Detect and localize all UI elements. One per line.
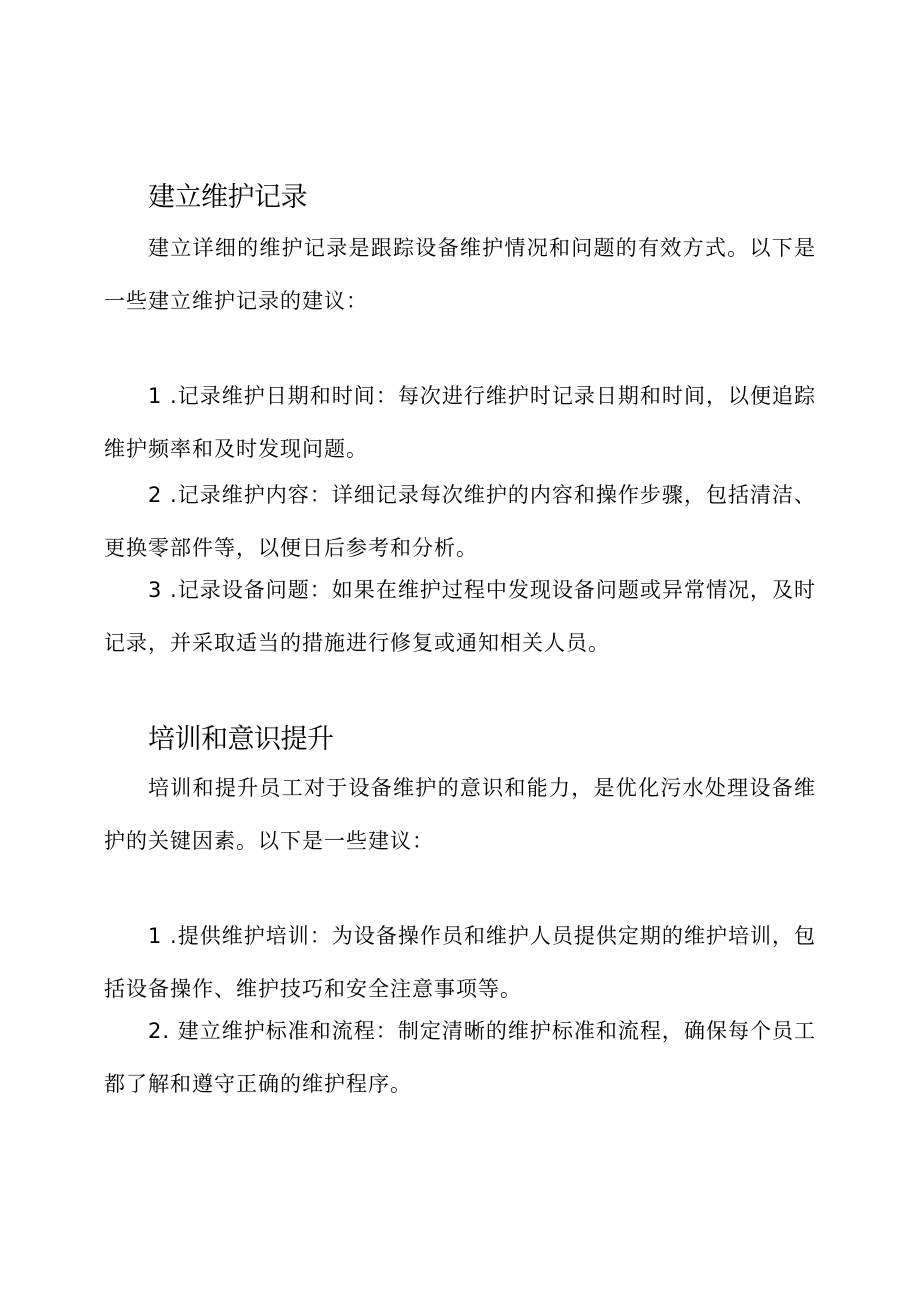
section-intro-maintenance-records: 建立详细的维护记录是跟踪设备维护情况和问题的有效方式。以下是一些建立维护记录的建议： (104, 236, 816, 313)
section-heading-training: 培训和意识提升 (148, 724, 334, 755)
section-intro-training: 培训和提升员工对于设备维护的意识和能力，是优化污水处理设备维护的关键因素。以下是一些建议： (104, 776, 816, 853)
section-heading-maintenance-records: 建立维护记录 (148, 182, 307, 213)
list-item: 3 .记录设备问题：如果在维护过程中发现设备问题或异常情况，及时记录，并采取适当的措施进行修复或通知相关人员。 (104, 578, 816, 655)
list-item: 1 .记录维护日期和时间：每次进行维护时记录日期和时间，以便追踪维护频率和及时发现问题。 (104, 384, 816, 461)
list-item: 2 .记录维护内容：详细记录每次维护的内容和操作步骤，包括清洁、更换零部件等，以便日后参考和分析。 (104, 483, 816, 560)
list-item: 1 .提供维护培训：为设备操作员和维护人员提供定期的维护培训，包括设备操作、维护技巧和安全注意事项等。 (104, 924, 816, 1001)
list-item: 2. 建立维护标准和流程：制定清晰的维护标准和流程，确保每个员工都了解和遵守正确的维护程序。 (104, 1019, 816, 1096)
